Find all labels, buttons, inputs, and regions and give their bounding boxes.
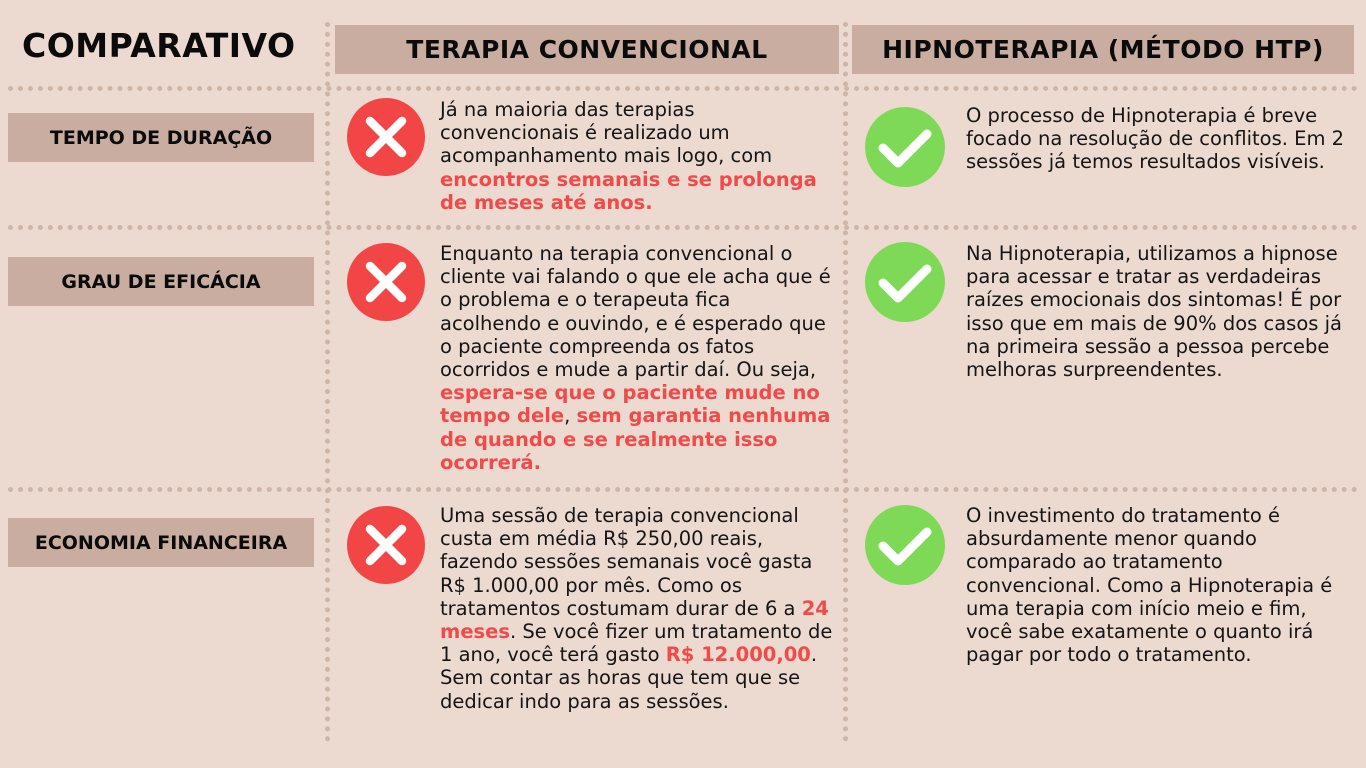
text-span: , xyxy=(564,404,577,428)
check-icon xyxy=(865,242,945,322)
x-icon xyxy=(346,242,426,322)
efficacy-hypno-text xyxy=(966,242,1356,381)
text-span: . Se você fizer um tratamento de 1 ano, você terá gasto xyxy=(440,620,833,667)
text-span: O processo de Hipnoterapia é breve focado na resolução de conflitos. Em 2 sessões já temos resultados visíveis. xyxy=(966,104,1345,174)
efficacy-conventional-text xyxy=(440,242,834,474)
duration-conventional-text xyxy=(440,98,830,214)
column-divider xyxy=(843,22,848,742)
text-span: Enquanto na terapia convencional o cliente vai falando o que ele acha que é o problema e o terapeuta fica acolhendo e ouvindo, e é esperado que o paciente compreenda os fatos ocorridos e mude a partir daí. Ou seja, xyxy=(440,242,831,382)
page-title: COMPARATIVO xyxy=(22,26,296,65)
text-span: O investimento do tratamento é absurdamente menor quando comparado ao tratamento convencional. Como a Hipnoterapia é uma terapia com início meio e fim, você sabe exatamente o quanto irá pagar por todo o tratamento. xyxy=(966,504,1333,667)
text-span: Uma sessão de terapia convencional custa em média R$ 250,00 reais, fazendo sessões semanais você gasta R$ 1.000,00 por mês. Como os tratamentos costumam durar de 6 a xyxy=(440,504,813,620)
row-divider xyxy=(8,487,1358,492)
highlight-text: R$ 12.000,00 xyxy=(665,643,811,667)
column-header-conventional: TERAPIA CONVENCIONAL xyxy=(335,25,839,74)
column-header-hypnotherapy: HIPNOTERAPIA (MÉTODO HTP) xyxy=(852,25,1354,74)
column-divider xyxy=(325,22,330,742)
financial-conventional-text xyxy=(440,504,838,713)
row-label-duration: TEMPO DE DURAÇÃO xyxy=(8,113,314,162)
financial-hypno-text xyxy=(966,504,1356,666)
text-span: Já na maioria das terapias convencionais é realizado um acompanhamento mais logo, com xyxy=(440,98,773,168)
row-divider xyxy=(8,86,1358,91)
x-icon xyxy=(346,97,426,177)
x-icon xyxy=(346,505,426,585)
highlight-text: espera-se que o paciente mude no tempo dele xyxy=(440,381,820,428)
highlight-text: 24 meses xyxy=(440,596,829,644)
highlight-text: sem garantia nenhuma de quando e se realmente isso ocorrerá. xyxy=(440,404,831,474)
row-label-financial: ECONOMIA FINANCEIRA xyxy=(8,518,314,567)
text-span: . Sem contar as horas que tem que se dedicar indo para as sessões. xyxy=(440,643,818,713)
text-span: Na Hipnoterapia, utilizamos a hipnose para acessar e tratar as verdadeiras raízes emocionais dos sintomas! É por isso que em mais de 90% dos casos já na primeira sessão a pessoa percebe melhoras surpreendentes. xyxy=(966,242,1342,382)
check-icon xyxy=(865,505,945,585)
check-icon xyxy=(865,107,945,187)
row-divider xyxy=(8,225,1358,230)
highlight-text: encontros semanais e se prolonga de meses até anos. xyxy=(440,167,817,214)
row-label-efficacy: GRAU DE EFICÁCIA xyxy=(8,257,314,306)
duration-hypno-text xyxy=(966,104,1356,174)
